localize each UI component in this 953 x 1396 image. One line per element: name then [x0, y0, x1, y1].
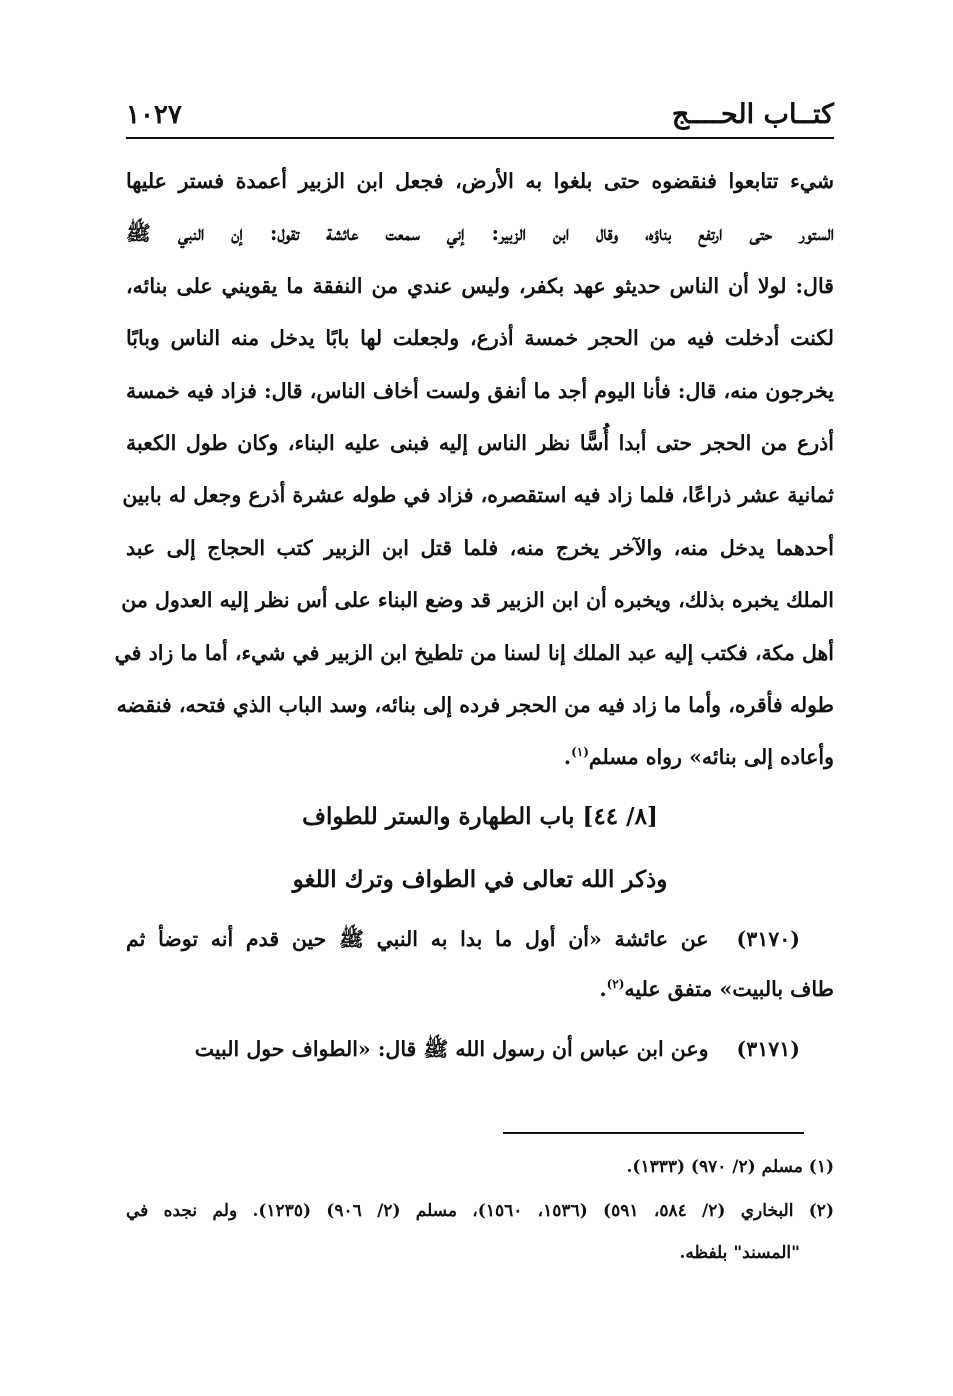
book-title: كتــاب الحــــج — [671, 99, 834, 130]
paragraph-line: أذرع من الحجر حتى أبدا أُسًّا نظر الناس إليه فبنى عليه البناء، وكان طول الكعبة — [126, 430, 834, 455]
footnote-line: (١) مسلم (٢/ ٩٧٠) (١٣٣٣). — [626, 1157, 834, 1177]
footnote-ref: (١) — [571, 745, 589, 760]
hadith-text: عن عائشة «أن أول ما بدا به النبي ﷺ حين قدم أنه توضأ ثم — [126, 927, 709, 951]
paragraph-line: أحدهما يدخل منه، والآخر يخرج منه، فلما قتل ابن الزبير كتب الحجاج إلى عبد — [126, 535, 834, 560]
paragraph-last-line — [126, 731, 834, 783]
hadith-line — [126, 1024, 834, 1074]
hadith-number: (٣١٧١) — [736, 1037, 800, 1061]
hadith-3171 — [126, 1024, 834, 1074]
hadith-3170 — [126, 914, 834, 1014]
header-divider — [126, 137, 834, 139]
hadith-line — [126, 964, 834, 1014]
page-header — [126, 98, 834, 134]
chapter-heading: [٨/ ٤٤] باب الطهارة والستر للطواف — [302, 803, 658, 830]
hadith-number: (٣١٧٠) — [736, 927, 800, 951]
page-number: ١٠٢٧ — [126, 100, 182, 130]
hadith-line — [126, 914, 834, 964]
footnote-divider — [503, 1132, 804, 1134]
hadith-text: وعن ابن عباس أن رسول الله ﷺ قال: «الطواف حول البيت — [194, 1037, 709, 1061]
paragraph-end-mark: . — [563, 745, 572, 770]
paragraph-line: يخرجون منه، قال: فأنا اليوم أجد ما أنفق ولست أخاف الناس، قال: فزاد فيه خمسة — [125, 378, 834, 403]
footnote-2 — [126, 1190, 834, 1274]
paragraph-line: ثمانية عشر ذراعًا، فلما زاد فيه استقصره، فزاد في طوله عشرة أذرع وجعل له بابين — [122, 483, 834, 508]
paragraph-last-line-text: وأعاده إلى بنائه» رواه مسلم — [588, 745, 834, 770]
footnote-line: "المسند" بلفظه. — [679, 1243, 800, 1263]
hadith-text: طاف بالبيت» متفق عليه — [624, 977, 834, 1001]
footnote-ref: (٢) — [606, 977, 625, 992]
paragraph-line: الملك يخبره بذلك، ويخبره أن ابن الزبير قد وضع البناء على أس نظر إليه العدول من — [121, 588, 834, 613]
main-paragraph — [114, 155, 834, 784]
paragraph-line: قال: لولا أن الناس حديثو عهد بكفر، وليس عندي من النفقة ما يقويني على بنائه، — [126, 273, 834, 298]
footnote-line: (٢) البخاري (٢/ ٥٨٤، ٥٩١) (١٥٣٦، ١٥٦٠)، مسلم (٢/ ٩٠٦) (١٢٣٥). ولم نجده في — [126, 1201, 834, 1221]
paragraph-line: أهل مكة، فكتب إليه عبد الملك إنا لسنا من تلطيخ ابن الزبير في شيء، أما ما زاد في — [114, 640, 834, 665]
paragraph-line: الستور حتى ارتفع بناؤه، وقال ابن الزبير: إني سمعت عائشة تقول: إن النبي ﷺ — [126, 221, 834, 246]
paragraph-line: طوله فأقره، وأما ما زاد فيه من الحجر فرده إلى بنائه، وسد الباب الذي فتحه، فنقضه — [116, 692, 834, 717]
footnote-1 — [126, 1146, 834, 1188]
paragraph-line: شيء تتابعوا فنقضوه حتى بلغوا به الأرض، فجعل ابن الزبير أعمدة فستر عليها — [126, 169, 834, 193]
chapter-subheading: وذكر الله تعالى في الطواف وترك اللغو — [292, 866, 668, 893]
paragraph-line: لكنت أدخلت فيه من الحجر خمسة أذرع، ولجعلت لها بابًا يدخل منه الناس وبابًا — [126, 326, 834, 351]
hadith-end-mark: . — [599, 977, 607, 1001]
